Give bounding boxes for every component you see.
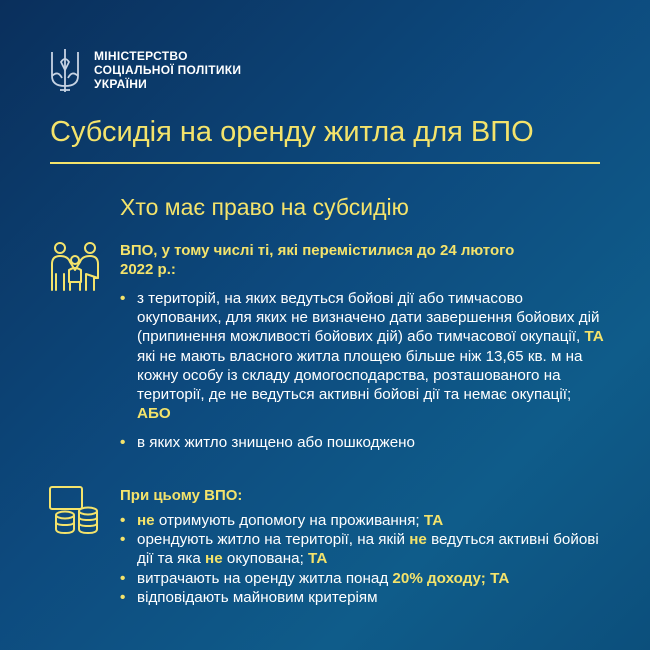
list-item xyxy=(118,433,608,452)
eligibility-list xyxy=(118,289,608,453)
highlight-ta: ТА xyxy=(423,512,444,529)
header xyxy=(48,44,241,96)
item-text: з територій, на яких ведуться бойові дії або тимчасово окупованих, для яких не визначено дати завершення бойових дій (припинення можливості бойових дій) або тимчасової окупації, xyxy=(137,290,600,346)
family-icon xyxy=(46,240,104,292)
title-divider xyxy=(50,162,600,164)
item-text: в яких житло знищено або пошкоджено xyxy=(137,434,415,452)
trident-icon xyxy=(48,46,82,94)
money-icon xyxy=(48,483,100,535)
ministry-name xyxy=(94,49,241,91)
ministry-line-2: СОЦІАЛЬНОЇ ПОЛІТИКИ xyxy=(94,63,242,77)
section2-heading: При цьому ВПО: xyxy=(120,487,243,504)
ministry-line-1: МІНІСТЕРСТВО xyxy=(94,49,188,63)
item-text: витрачають на оренду житла понад xyxy=(137,569,389,587)
highlight-ne: не xyxy=(409,531,427,549)
conditions-list xyxy=(118,511,608,607)
list-item xyxy=(118,588,608,607)
item-text-cont: ведуться активні бойові дії та яка xyxy=(137,531,599,568)
list-item xyxy=(118,289,608,423)
highlight-ta: ТА xyxy=(490,569,510,587)
highlight-ne-2: не xyxy=(205,550,223,568)
section1-heading: ВПО, у тому числі ті, які перемістилися до 24 лютого 2022 р.: xyxy=(120,242,515,278)
highlight-abo: АБО xyxy=(137,405,171,423)
list-item xyxy=(118,530,608,568)
highlight-percent: 20% доходу; xyxy=(392,569,486,587)
highlight-ta: ТА xyxy=(308,550,328,568)
item-text-cont: які не мають власного житла площею більше ніж 13,65 кв. м на кожну особу із складу домогосподарства, розташованого на території, де не ведуться активні бойові дії та немає окупації; xyxy=(137,347,583,404)
item-text-end: окупована; xyxy=(226,550,304,568)
section-subtitle: Хто має право на субсидію xyxy=(120,194,409,220)
item-text: орендують житло на території, на якій xyxy=(137,531,405,549)
list-item xyxy=(118,511,608,530)
list-item xyxy=(118,569,608,588)
ministry-line-3: УКРАЇНИ xyxy=(94,77,148,91)
highlight-ne: не xyxy=(137,512,155,529)
highlight-ta: ТА xyxy=(584,328,604,346)
item-text: відповідають майновим критеріям xyxy=(137,588,378,606)
item-text: отримують допомогу на проживання; xyxy=(158,512,420,529)
page-title: Субсидія на оренду житла для ВПО xyxy=(50,116,534,148)
